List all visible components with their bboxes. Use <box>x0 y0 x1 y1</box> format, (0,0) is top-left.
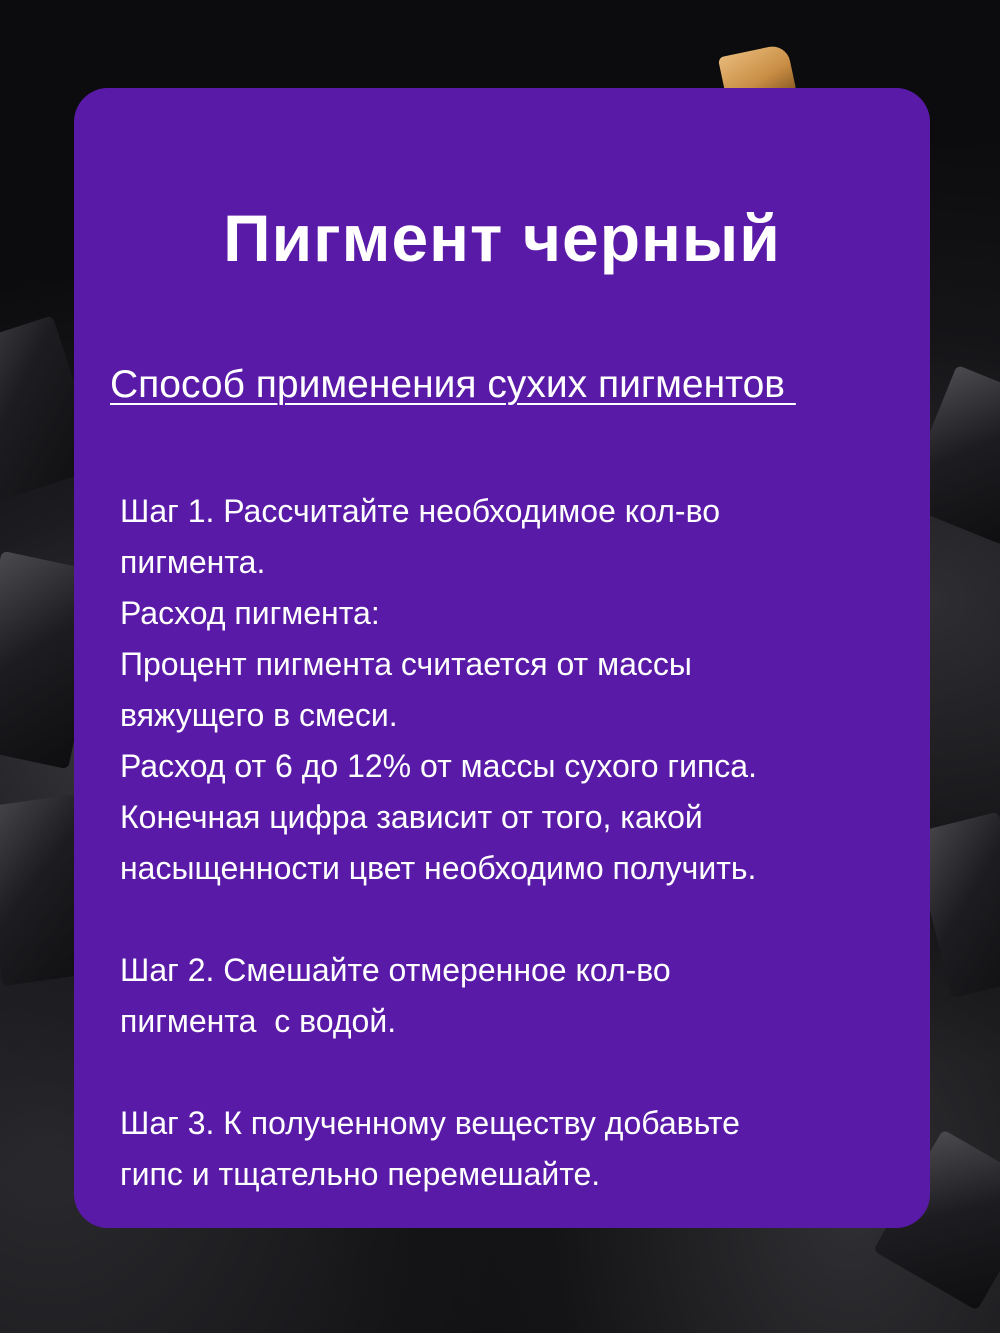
step1-line: Процент пигмента считается от массы <box>120 646 692 682</box>
page-title: Пигмент черный <box>223 201 781 275</box>
step3-line: Шаг 3. К полученному веществу добавьте <box>120 1105 740 1141</box>
step1-line: Конечная цифра зависит от того, какой <box>120 799 703 835</box>
step1-line: пигмента. <box>120 544 266 580</box>
step1-line: вяжущего в смеси. <box>120 697 398 733</box>
step1-line: Расход от 6 до 12% от массы сухого гипса. <box>120 748 757 784</box>
step2-line: пигмента с водой. <box>120 1003 397 1039</box>
paragraph-gap <box>120 1047 900 1098</box>
info-card <box>74 88 930 1228</box>
instructions <box>120 486 900 1200</box>
step2-line: Шаг 2. Смешайте отмеренное кол-во <box>120 952 671 988</box>
paragraph-gap <box>120 894 900 945</box>
step1-line: Расход пигмента: <box>120 595 380 631</box>
section-subtitle: Способ применения сухих пигментов <box>110 363 796 406</box>
step3-line: гипс и тщательно перемешайте. <box>120 1156 601 1192</box>
step1-line: насыщенности цвет необходимо получить. <box>120 850 757 886</box>
step1-line: Шаг 1. Рассчитайте необходимое кол-во <box>120 493 720 529</box>
